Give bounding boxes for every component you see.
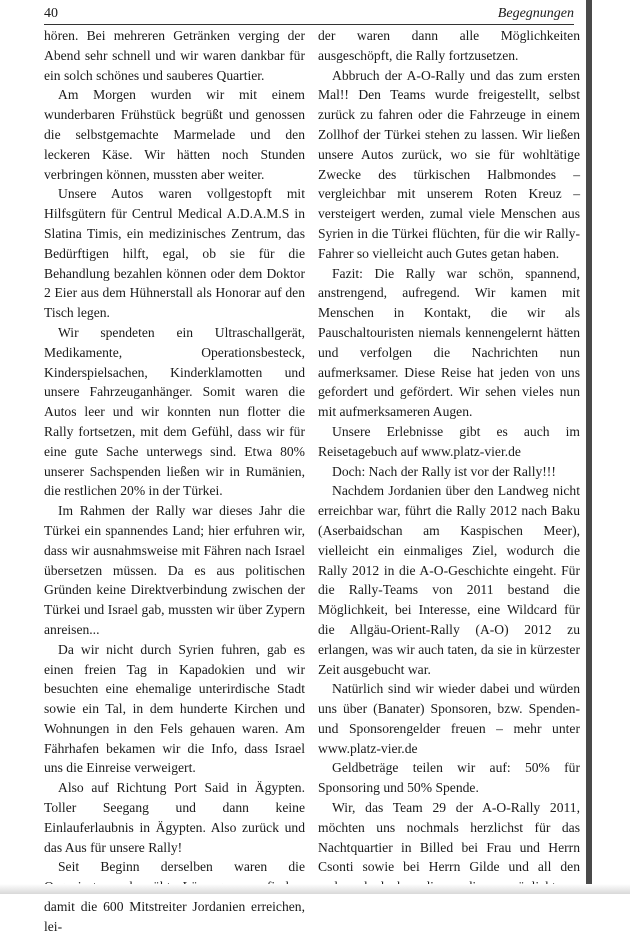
paragraph: Also auf Richtung Port Said in Ägypten. Toller Seegang und dann keine Einlauferlaubnis in Ägypten. Also zurück und das Aus für unsere Rally! [44, 780, 305, 855]
paragraph: Abbruch der A-O-Rally und das zum ersten Mal!! Den Teams wurde freigestellt, selbst zurück zu fahren oder die Fahrzeuge in einem Zollhof der Türkei stehen zu lassen. Wir ließen unsere Autos zurück, wo sie für wohltätige Zwecke des türkischen Halbmondes – vergleichbar mit unserem Roten Kreuz – versteigert werden, zumal viele Menschen aus Syrien in die Türkei flüchten, für die wir Rally-Fahrer so vielleicht auch Gutes getan haben. [318, 67, 580, 261]
paragraph: Nachdem Jordanien über den Landweg nicht erreichbar war, führt die Rally 2012 nach Baku (Aserbaidschan am Kaspischen Meer), vielleicht ein einmaliges Ziel, wodurch die Rally 2012 in die A-O-Geschichte eingeht. Für die Rally-Teams von 2011 bestand die Möglichkeit, bei Interesse, eine Wildcard für die Allgäu-Orient-Rally (A-O) 2012 zu erlangen, was wir auch taten, da sie in kürzester Zeit ausgebucht war. [318, 483, 580, 677]
left-column [44, 26, 305, 937]
paragraph: der waren dann alle Möglichkeiten ausgeschöpft, die Rally fortzusetzen. [318, 28, 580, 63]
paragraph: Natürlich sind wir wieder dabei und würden uns über (Banater) Sponsoren, bzw. Spenden- und Sponsorengelder freuen – mehr unter www.platz-vier.de [318, 681, 580, 756]
section-title: Begegnungen [497, 6, 574, 21]
right-column [318, 26, 580, 897]
paragraph: Im Rahmen der Rally war dieses Jahr die Türkei ein spannendes Land; hier erfuhren wir, dass wir ausnahmsweise mit Fähren nach Israel übersetzen müssen. Da es aus politischen Gründen keine Direktverbindung zwischen der Türkei und Israel gab, mussten wir über Zypern anreisen... [44, 503, 305, 637]
paragraph: Unsere Erlebnisse gibt es auch im Reisetagebuch auf www.platz-vier.de [318, 423, 580, 459]
paragraph: Fazit: Die Rally war schön, spannend, anstrengend, aufregend. Wir kamen mit Menschen in Kontakt, die wir als Pauschaltouristen niemals kennengelernt hätten und verfolgen die Nachrichten nun aufmerksamer. Diese Reise hat jeden von uns gefordert und gefördert. Wir sehen vieles nun mit aufmerksameren Augen. [318, 265, 580, 420]
page-number: 40 [44, 6, 58, 21]
paragraph: hören. Bei mehreren Getränken verging der Abend sehr schnell und wir waren dankbar für ein solch schönes und sauberes Quartier. [44, 28, 305, 83]
paragraph: Geldbeträge teilen wir auf: 50% für Sponsoring und 50% Spende. [318, 760, 580, 796]
paragraph: Doch: Nach der Rally ist vor der Rally!!! [332, 463, 556, 479]
page-bottom-edge [0, 884, 630, 894]
paragraph: Unsere Autos waren vollgestopft mit Hilfsgütern für Centrul Medical A.D.A.M.S in Slatina Timis, ein medizinisches Zentrum, das Bedürftigen hilft, egal, ob sie für die Behandlung bezahlen können oder dem Doktor 2 Eier aus dem Hühnerstall als Honorar auf den Tisch legen. [44, 186, 305, 321]
paragraph: Wir spendeten ein Ultraschallgerät, Medikamente, Operationsbesteck, Kinderspielsachen, Kinderklamotten und unsere Fahrzeuganhänger. Somit waren die Autos leer und wir konnten nun flotter die Rally fortsetzen, mit dem Gefühl, dass wir für eine gute Sache unterwegs sind. Etwa 80% unserer Sachspenden ließen wir in Rumänien, die restlichen 20% in der Türkei. [44, 324, 305, 499]
paragraph: Am Morgen wurden wir mit einem wunderbaren Frühstück begrüßt und genossen die selbstgemachte Marmelade und den leckeren Käse. Wir hätten noch Stunden verbringen können, mussten aber weiter. [44, 87, 305, 182]
paragraph: Da wir nicht durch Syrien fuhren, gab es einen freien Tag in Kapadokien und wir besuchten eine ehemalige unterirdische Stadt sowie ein Tal, in dem hunderte Kirchen und Wohnungen in den Fels gehauen waren. Am Fährhafen bekamen wir die Info, dass Israel uns die Einreise verweigert. [44, 641, 305, 776]
paragraph: Wir, das Team 29 der A-O-Rally 2011, möchten uns nochmals herzlichst für das Nachtquartier in Billed bei Frau und Herrn Csonti sowie bei Herrn Gilde und all den [318, 800, 580, 875]
header-rule [44, 24, 574, 25]
page-header [44, 4, 574, 26]
page-edge-shadow [586, 0, 592, 894]
paragraph: Seit Beginn derselben waren die damit die 600 Mitstreiter Jordanien erreichen, lei- [44, 859, 305, 934]
